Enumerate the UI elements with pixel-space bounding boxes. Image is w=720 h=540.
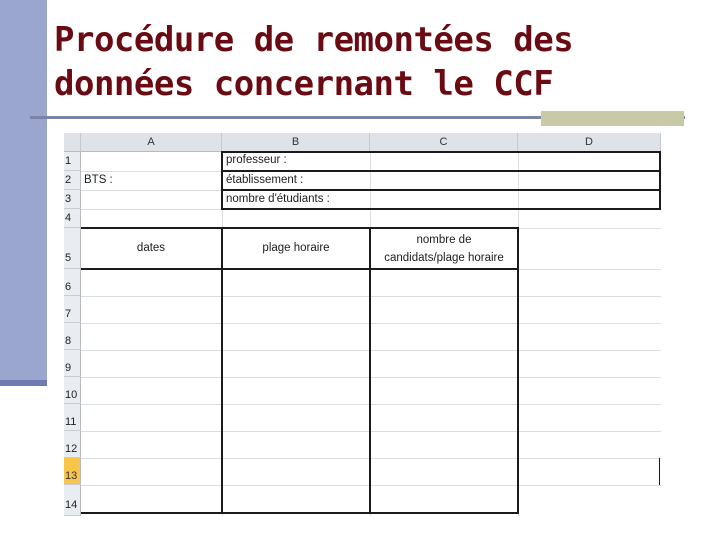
border-info-top [221, 151, 661, 153]
cell-c5-line-2: candidats/plage horaire [384, 252, 504, 264]
gridline-row [81, 485, 661, 486]
slide-title-line-2: données concernant le CCF [54, 64, 554, 104]
cell-a5-dates[interactable]: dates [136, 242, 166, 254]
row-header-12[interactable]: 12 [64, 431, 81, 458]
border-info-bottom [221, 208, 661, 210]
border-info-row2 [221, 189, 661, 191]
cell-c5-line-1: nombre de [416, 234, 472, 246]
row-header-5[interactable]: 5 [64, 228, 81, 269]
spreadsheet [64, 133, 661, 516]
decorative-side-bar-shadow [0, 380, 47, 386]
cell-a2-bts[interactable]: BTS : [84, 174, 113, 186]
gridline-row [81, 458, 661, 459]
row-header-4[interactable]: 4 [64, 209, 81, 228]
row-header-3[interactable]: 3 [64, 190, 81, 209]
gridline-row [81, 404, 661, 405]
slide-title-line-1: Procédure de remontées des [54, 20, 574, 60]
row-header-2[interactable]: 2 [64, 171, 81, 190]
cell-b2-etablissement[interactable]: établissement : [226, 174, 304, 186]
row-header-11[interactable]: 11 [64, 404, 81, 431]
gridline-row [81, 377, 661, 378]
gridline-row [81, 296, 661, 297]
row-header-14[interactable]: 14 [64, 485, 81, 516]
gridline-row [81, 431, 661, 432]
column-header-d[interactable]: D [518, 133, 661, 152]
border-row13-edge [659, 458, 660, 485]
row-header-1[interactable]: 1 [64, 152, 81, 171]
row-header-6[interactable]: 6 [64, 269, 81, 296]
gridline-row [81, 350, 661, 351]
row-header-10[interactable]: 10 [64, 377, 81, 404]
column-header-b[interactable]: B [222, 133, 370, 152]
row-header-8[interactable]: 8 [64, 323, 81, 350]
row-header-9[interactable]: 9 [64, 350, 81, 377]
cell-b5-plage-horaire[interactable]: plage horaire [262, 242, 330, 254]
column-header-a[interactable]: A [81, 133, 222, 152]
column-header-c[interactable]: C [370, 133, 518, 152]
slide-title [54, 18, 714, 106]
border-info-left [221, 151, 223, 210]
border-table-bottom [81, 512, 519, 514]
border-table-col-ab [221, 227, 223, 514]
cell-b1-professeur[interactable]: professeur : [226, 154, 287, 166]
border-table-header-bottom [81, 268, 519, 270]
border-info-row1 [221, 170, 661, 172]
select-all-corner[interactable] [64, 133, 81, 152]
row-header-7[interactable]: 7 [64, 296, 81, 323]
title-accent-block [541, 111, 684, 126]
gridline-row [81, 323, 661, 324]
border-table-top [81, 227, 519, 229]
border-info-right [659, 151, 661, 210]
border-table-col-bc [369, 227, 371, 514]
cell-b3-nombre-etudiants[interactable]: nombre d'étudiants : [226, 193, 330, 205]
border-table-right [517, 227, 519, 514]
row-header-13-selected[interactable]: 13 [64, 458, 81, 485]
decorative-side-bar [0, 0, 47, 386]
